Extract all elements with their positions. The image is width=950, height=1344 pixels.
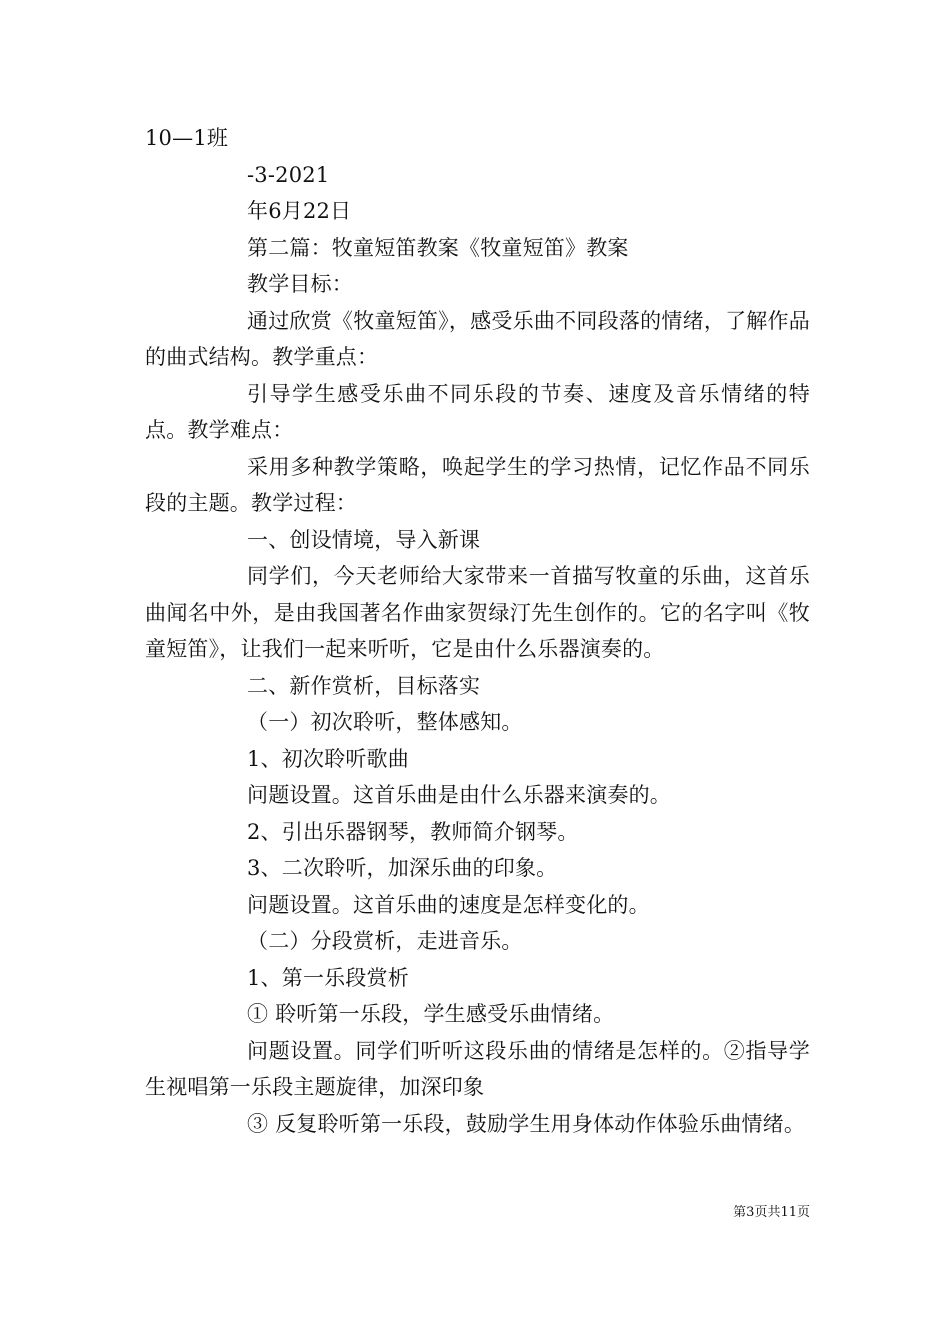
circle-item-1: ① 聆听第一乐段，学生感受乐曲情绪。 (247, 1002, 615, 1026)
question-1: 问题设置。这首乐曲是由什么乐器来演奏的。 (247, 783, 671, 807)
focus-paragraph: 引导学生感受乐曲不同乐段的节奏、速度及音乐情绪的特点。教学难点： (145, 381, 810, 442)
date-line-1: -3-2021 (247, 162, 330, 187)
question-2: 问题设置。这首乐曲的速度是怎样变化的。 (247, 892, 650, 917)
list-item-3: 3、二次聆听，加深乐曲的印象。 (247, 856, 558, 880)
list-item-4: 1、第一乐段赏析 (247, 965, 409, 990)
sub1-heading: （一）初次聆听，整体感知。 (247, 710, 523, 734)
step2-heading: 二、新作赏析，目标落实 (247, 673, 481, 698)
goal-paragraph: 通过欣赏《牧童短笛》，感受乐曲不同段落的情绪，了解作品的曲式结构。教学重点： (145, 308, 810, 369)
circle-item-3-paragraph: ③ 反复聆听第一乐段，鼓励学生用身体动作体验乐曲情绪。 (247, 1111, 806, 1136)
list-item-1: 1、初次聆听歌曲 (247, 746, 409, 771)
difficulty-paragraph: 采用多种教学策略，唤起学生的学习热情，记忆作品不同乐段的主题。教学过程： (145, 454, 810, 515)
sub2-heading: （二）分段赏析，走进音乐。 (247, 929, 523, 953)
class-label: 10—1班 (145, 126, 229, 150)
section-title: 第二篇：牧童短笛教案《牧童短笛》教案 (247, 235, 629, 260)
page-footer: 第3页共11页 (733, 1205, 810, 1220)
list-item-2: 2、引出乐器钢琴，教师简介钢琴。 (247, 819, 579, 844)
question-3-paragraph: 问题设置。同学们听听这段乐曲的情绪是怎样的。②指导学生视唱第一乐段主题旋律，加深印象 (145, 1038, 810, 1099)
document-body (145, 120, 810, 1142)
date-line-2: 年6月22日 (247, 199, 352, 223)
goal-heading: 教学目标： (247, 272, 353, 296)
step1-heading: 一、创设情境，导入新课 (247, 527, 481, 552)
intro-paragraph: 同学们，今天老师给大家带来一首描写牧童的乐曲，这首乐曲闻名中外，是由我国著名作曲家贺绿汀先生创作的。它的名字叫《牧童短笛》，让我们一起来听听，它是由什么乐器演奏的。 (145, 564, 810, 661)
